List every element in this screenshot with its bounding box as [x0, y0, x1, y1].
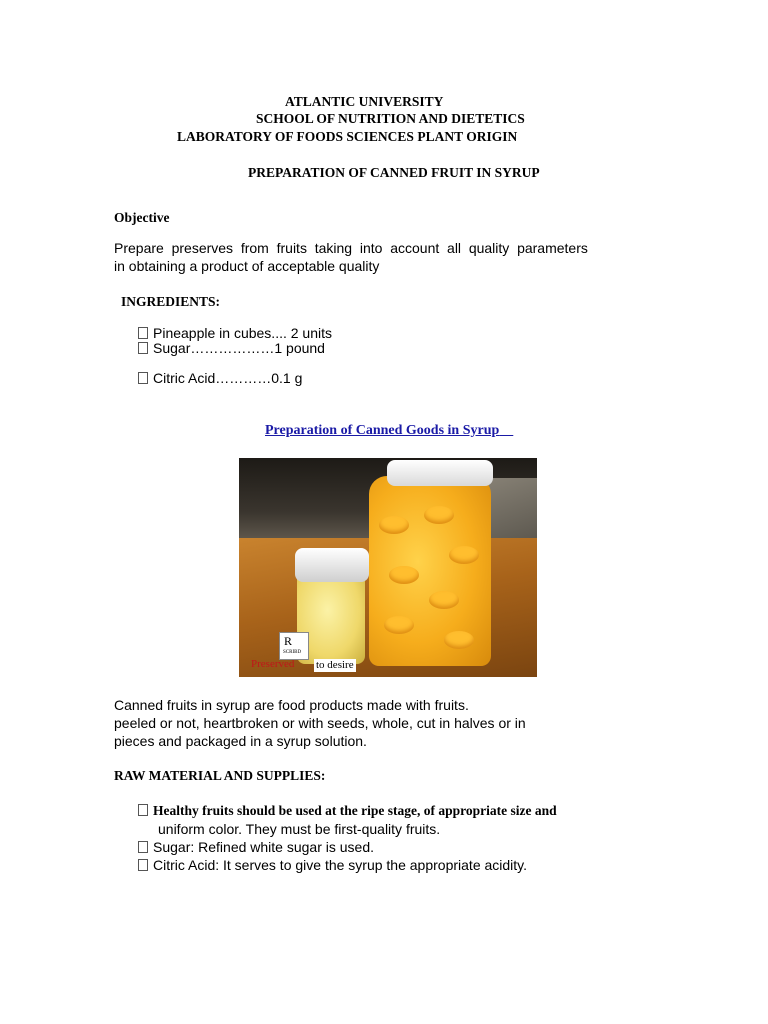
- document-title: PREPARATION OF CANNED FRUIT IN SYRUP: [248, 165, 540, 180]
- bullet-icon: [138, 372, 148, 384]
- raw-material-item: [138, 803, 557, 819]
- photo-caption-red: Preserved: [251, 658, 295, 670]
- raw-material-item-text: Sugar: Refined white sugar is used.: [153, 839, 375, 855]
- raw-material-item-continuation: uniform color. They must be first-quality fruits.: [158, 821, 441, 837]
- raw-material-item: [138, 838, 374, 856]
- ingredients-heading: INGREDIENTS:: [121, 294, 221, 309]
- raw-material-heading: RAW MATERIAL AND SUPPLIES:: [114, 768, 326, 783]
- university-name: ATLANTIC UNIVERSITY: [285, 94, 444, 109]
- fruit-slice: [429, 591, 459, 609]
- large-jar: [369, 476, 491, 666]
- bullet-icon: [138, 859, 148, 871]
- bullet-icon: [138, 841, 148, 853]
- ingredient-item: [138, 369, 302, 387]
- fruit-slice: [389, 566, 419, 584]
- objective-line-1: Prepare preserves from fruits taking into account all quality parameters: [114, 240, 588, 256]
- fruit-slice: [379, 516, 409, 534]
- raw-material-item: [138, 856, 527, 874]
- description-line-3: pieces and packaged in a syrup solution.: [114, 733, 367, 749]
- bullet-icon: [138, 342, 148, 354]
- small-jar-lid: [295, 548, 369, 582]
- fruit-slice: [444, 631, 474, 649]
- photo-caption-box: to desire: [316, 659, 354, 671]
- description-line-1: Canned fruits in syrup are food products made with fruits.: [114, 697, 469, 713]
- stamp-letter: R: [284, 634, 293, 648]
- raw-material-item-text: Healthy fruits should be used at the ripe stage, of appropriate size and: [153, 803, 557, 818]
- canned-fruit-photo: [239, 458, 537, 677]
- raw-material-item-text: Citric Acid: It serves to give the syrup the appropriate acidity.: [153, 857, 528, 873]
- fruit-slice: [384, 616, 414, 634]
- school-name: SCHOOL OF NUTRITION AND DIETETICS: [256, 111, 525, 126]
- figure-title-text[interactable]: Preparation of Canned Goods in Syrup: [265, 423, 500, 438]
- objective-line-2: in obtaining a product of acceptable quality: [114, 258, 380, 274]
- fruit-slice: [424, 506, 454, 524]
- ingredient-item: [138, 339, 325, 357]
- ingredient-label: Citric Acid…………0.1 g: [153, 370, 303, 386]
- fruit-slice: [449, 546, 479, 564]
- figure-title-link[interactable]: [265, 423, 513, 439]
- laboratory-name: LABORATORY OF FOODS SCIENCES PLANT ORIGIN: [177, 129, 518, 144]
- bullet-icon: [138, 327, 148, 339]
- description-line-2: peeled or not, heartbroken or with seeds, whole, cut in halves or in: [114, 715, 526, 731]
- large-jar-lid: [387, 460, 493, 486]
- objective-heading: Objective: [114, 210, 170, 225]
- ingredient-label: Sugar………………1 pound: [153, 340, 325, 356]
- bullet-icon: [138, 804, 148, 816]
- scribd-stamp-icon: [279, 632, 309, 660]
- ingredient-label: Pineapple in cubes.... 2 units: [153, 325, 333, 341]
- stamp-small-text: SCRIBD: [283, 650, 302, 655]
